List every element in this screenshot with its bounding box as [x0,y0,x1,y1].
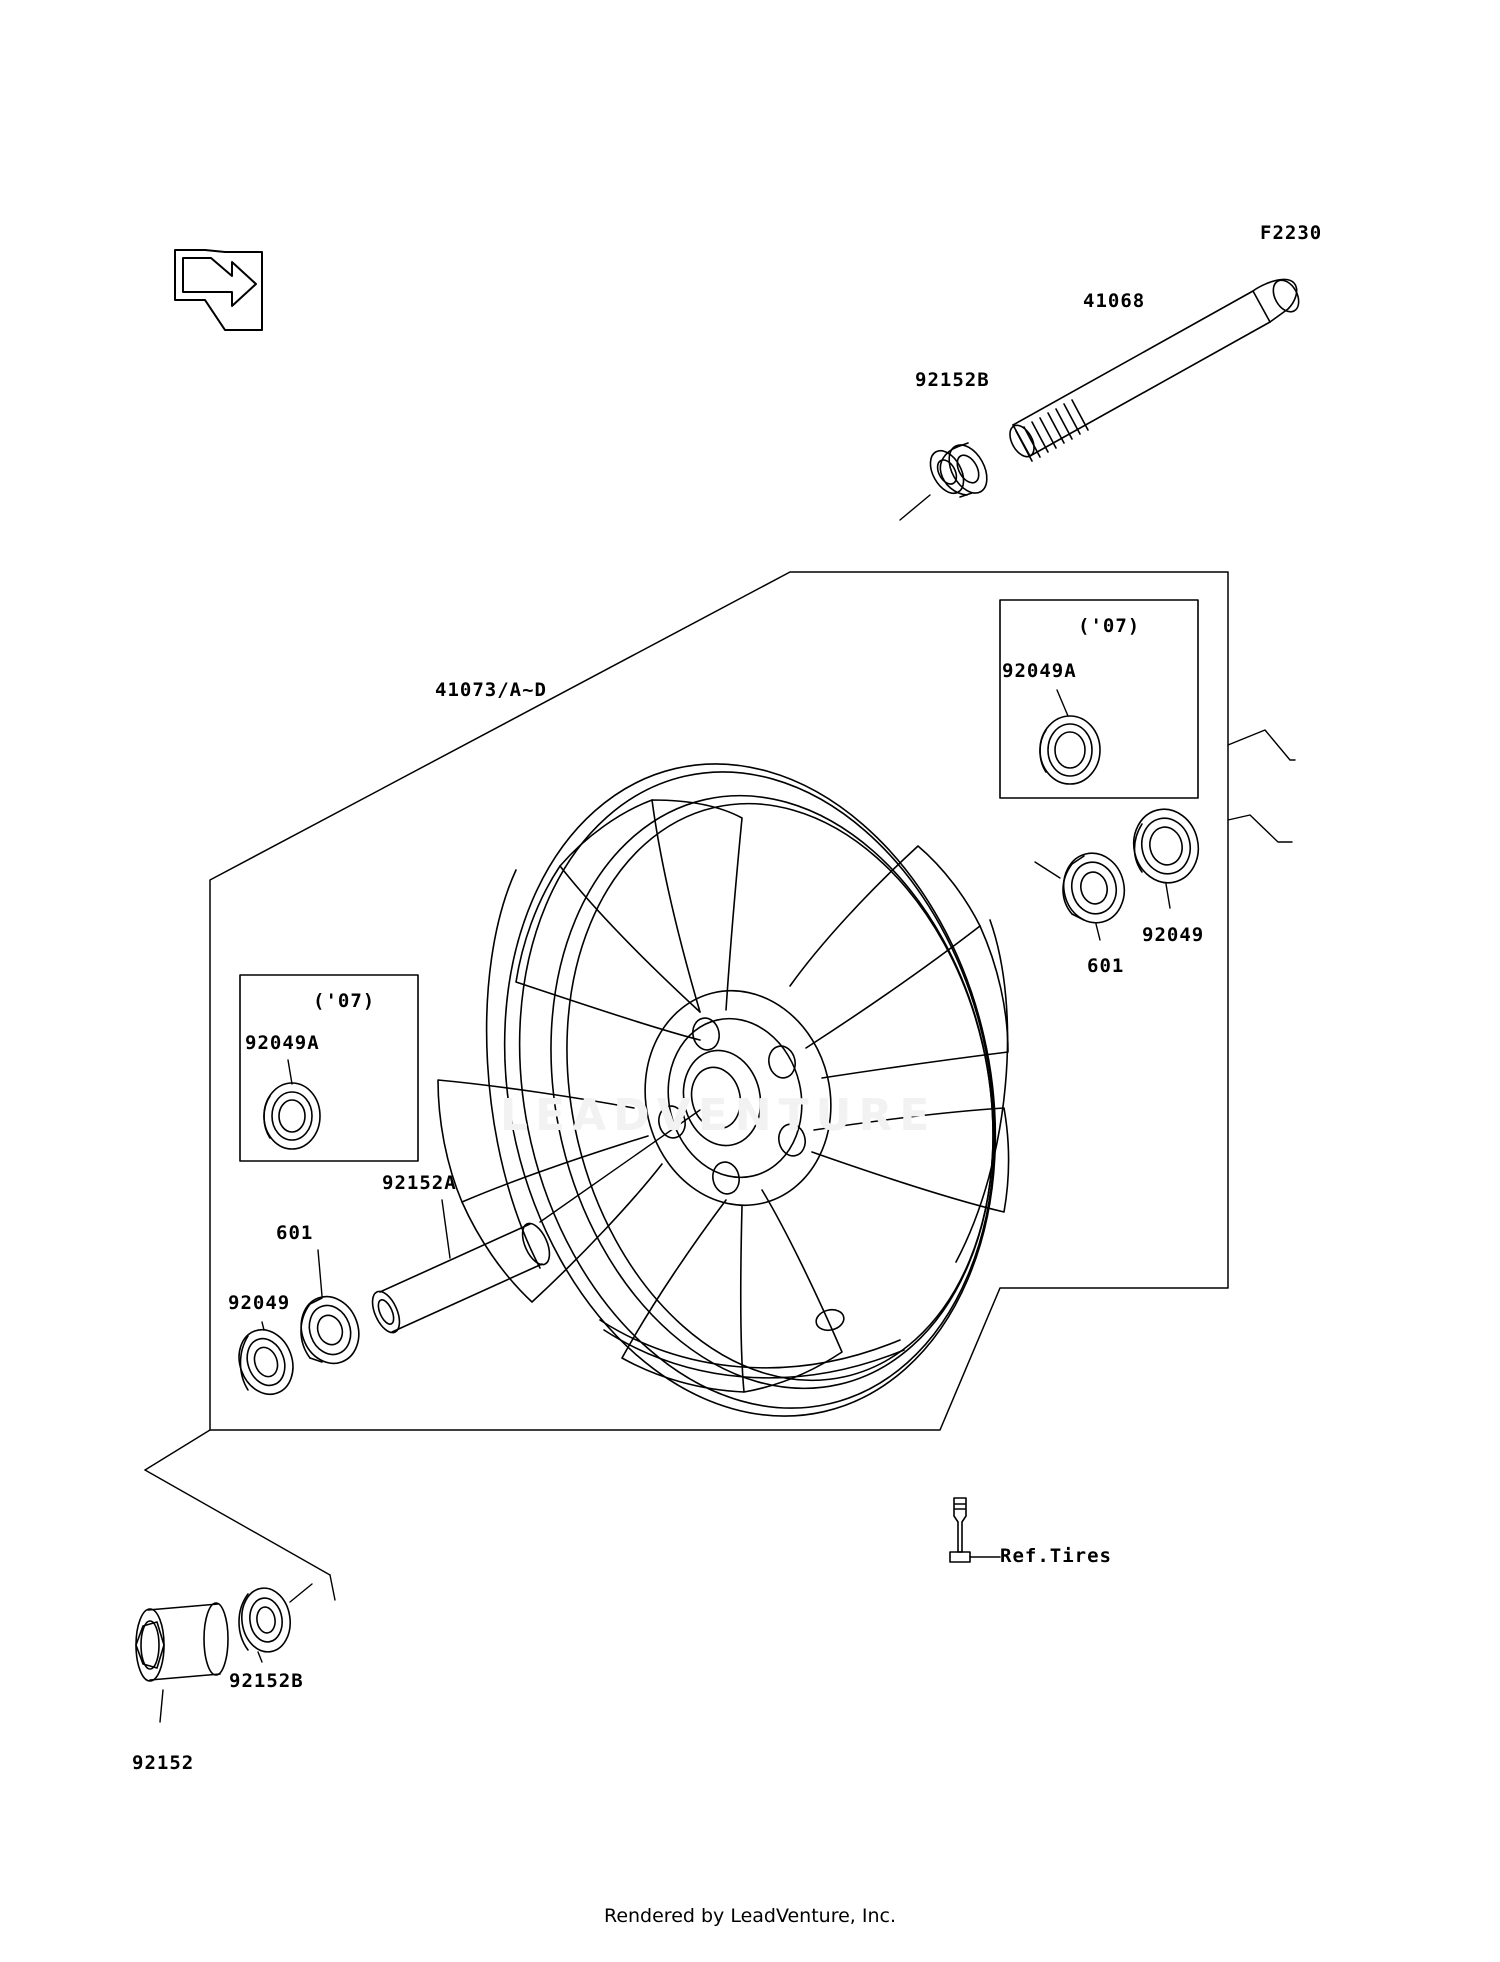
label-part-601-left: 601 [276,1222,314,1244]
label-year-note-left: ('07) [313,990,376,1012]
collar-92152-bottom [136,1603,228,1681]
seal-92049-left [230,1322,301,1402]
label-part-601-right: 601 [1087,955,1125,977]
label-part-92049a-right: 92049A [1002,660,1077,682]
label-part-92152a: 92152A [382,1172,457,1194]
label-part-41068: 41068 [1083,290,1146,312]
label-part-92152b-bottom: 92152B [229,1670,304,1692]
collar-92152b-bottom [238,1585,294,1655]
label-part-92049-right: 92049 [1142,924,1205,946]
bearing-601-right [1057,847,1131,929]
collar-92152b-top [924,439,995,500]
watermark-text: LEADVENTURE [500,1090,937,1141]
seal-92049-right [1126,803,1205,890]
label-year-note-right: ('07) [1078,615,1141,637]
render-credit: Rendered by LeadVenture, Inc. [603,1905,897,1927]
label-part-92049-left: 92049 [228,1292,291,1314]
bearing-601-left [292,1288,368,1371]
front-arrow-icon [175,250,262,330]
valve-stem-icon [950,1498,1000,1562]
label-ref-tires: Ref.Tires [1000,1545,1112,1567]
label-part-92049a-left: 92049A [245,1032,320,1054]
collar-92152a [367,1219,555,1336]
label-part-92152b-top: 92152B [915,369,990,391]
label-part-92152: 92152 [132,1752,195,1774]
label-code-f2230: F2230 [1260,222,1323,244]
label-part-41073: 41073/A~D [435,679,547,701]
front-axle-part [1005,276,1304,461]
